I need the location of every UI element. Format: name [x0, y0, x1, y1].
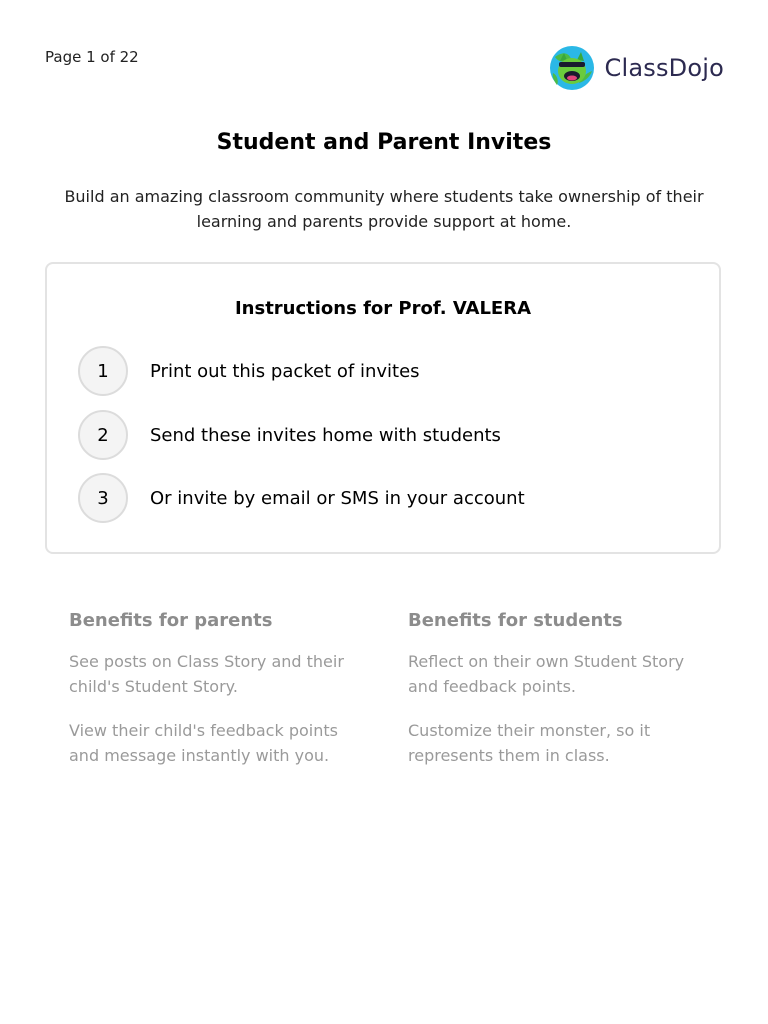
benefits-students [408, 610, 708, 787]
benefits-parents [69, 610, 369, 787]
benefits-students-title: Benefits for students [408, 610, 623, 631]
page-indicator: Page 1 of 22 [45, 48, 139, 66]
benefits-parents-title: Benefits for parents [69, 610, 273, 631]
instructions-card [45, 262, 721, 554]
brand-name: ClassDojo [604, 54, 724, 82]
benefit-item: Customize their monster, so it represents them in class. [408, 721, 651, 765]
classdojo-logo-icon [549, 45, 595, 91]
step-number-badge: 1 [78, 346, 128, 396]
benefit-item: See posts on Class Story and their child's Student Story. [69, 652, 344, 696]
step-number-badge: 3 [78, 473, 128, 523]
step-text: Send these invites home with students [150, 424, 501, 446]
benefit-item: View their child's feedback points and message instantly with you. [69, 721, 338, 765]
instruction-step [78, 410, 501, 460]
benefit-item: Reflect on their own Student Story and feedback points. [408, 652, 685, 696]
instructions-title: Instructions for Prof. VALERA [234, 298, 532, 319]
instruction-step [78, 473, 525, 523]
step-number-badge: 2 [78, 410, 128, 460]
page-title: Student and Parent Invites [216, 130, 552, 155]
brand-header [549, 44, 724, 92]
step-text: Print out this packet of invites [150, 360, 420, 382]
instruction-step [78, 346, 420, 396]
step-text: Or invite by email or SMS in your account [150, 487, 525, 509]
page-subtitle: Build an amazing classroom community where students take ownership of their learning and parents provide support at home. [64, 187, 704, 231]
